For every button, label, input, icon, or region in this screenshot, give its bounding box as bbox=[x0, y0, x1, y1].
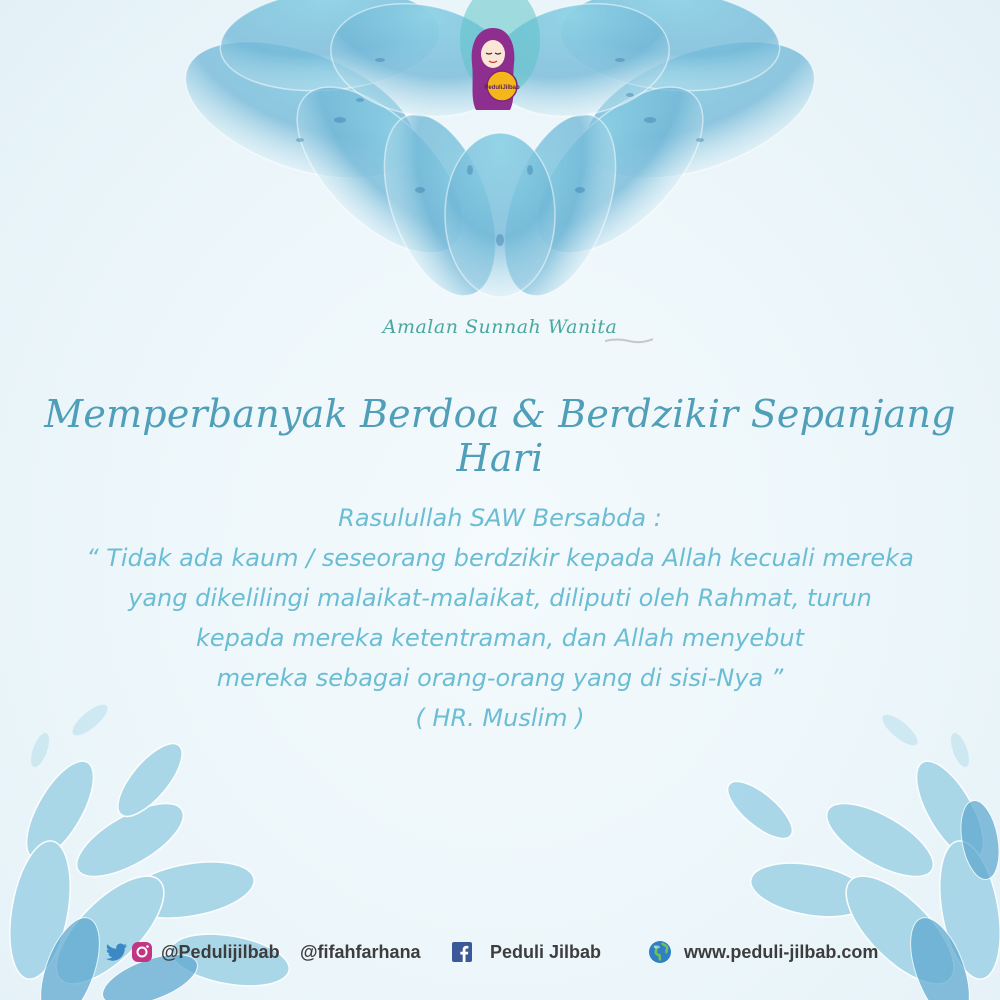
hadith-source: ( HR. Muslim ) bbox=[415, 704, 585, 732]
second-handle: @fifahfarhana bbox=[300, 941, 421, 962]
page-title: Memperbanyak Berdoa & Berdzikir Sepanjang Hari bbox=[44, 392, 956, 480]
footer bbox=[0, 932, 1000, 972]
instagram-icon bbox=[131, 941, 153, 963]
swash-ornament bbox=[605, 336, 653, 344]
hadith-line: Rasulullah SAW Bersabda : bbox=[338, 504, 662, 532]
hadith-line: kepada mereka ketentraman, dan Allah menyebut bbox=[195, 624, 805, 652]
social-link-fifahfarhana[interactable] bbox=[300, 940, 421, 964]
social-link-pedulijilbab[interactable] bbox=[106, 940, 280, 964]
facebook-link[interactable] bbox=[452, 940, 601, 964]
subtitle: Amalan Sunnah Wanita bbox=[382, 316, 618, 338]
hijab-girl-logo-icon bbox=[462, 24, 524, 114]
social-handle: @Pedulijilbab bbox=[161, 941, 280, 962]
website-link[interactable] bbox=[648, 940, 878, 964]
globe-icon bbox=[648, 940, 672, 964]
facebook-page-name: Peduli Jilbab bbox=[490, 941, 602, 962]
hadith-line: mereka sebagai orang-orang yang di sisi-Nya ” bbox=[216, 664, 784, 692]
svg-text:PeduliJilbab: PeduliJilbab bbox=[484, 85, 520, 91]
hadith-line: “ Tidak ada kaum / seseorang berdzikir kepada Allah kecuali mereka bbox=[86, 544, 914, 572]
twitter-icon bbox=[106, 943, 128, 961]
hadith-line: yang dikelilingi malaikat-malaikat, diliputi oleh Rahmat, turun bbox=[128, 584, 872, 612]
website-url: www.peduli-jilbab.com bbox=[684, 941, 879, 962]
facebook-icon bbox=[452, 942, 472, 962]
